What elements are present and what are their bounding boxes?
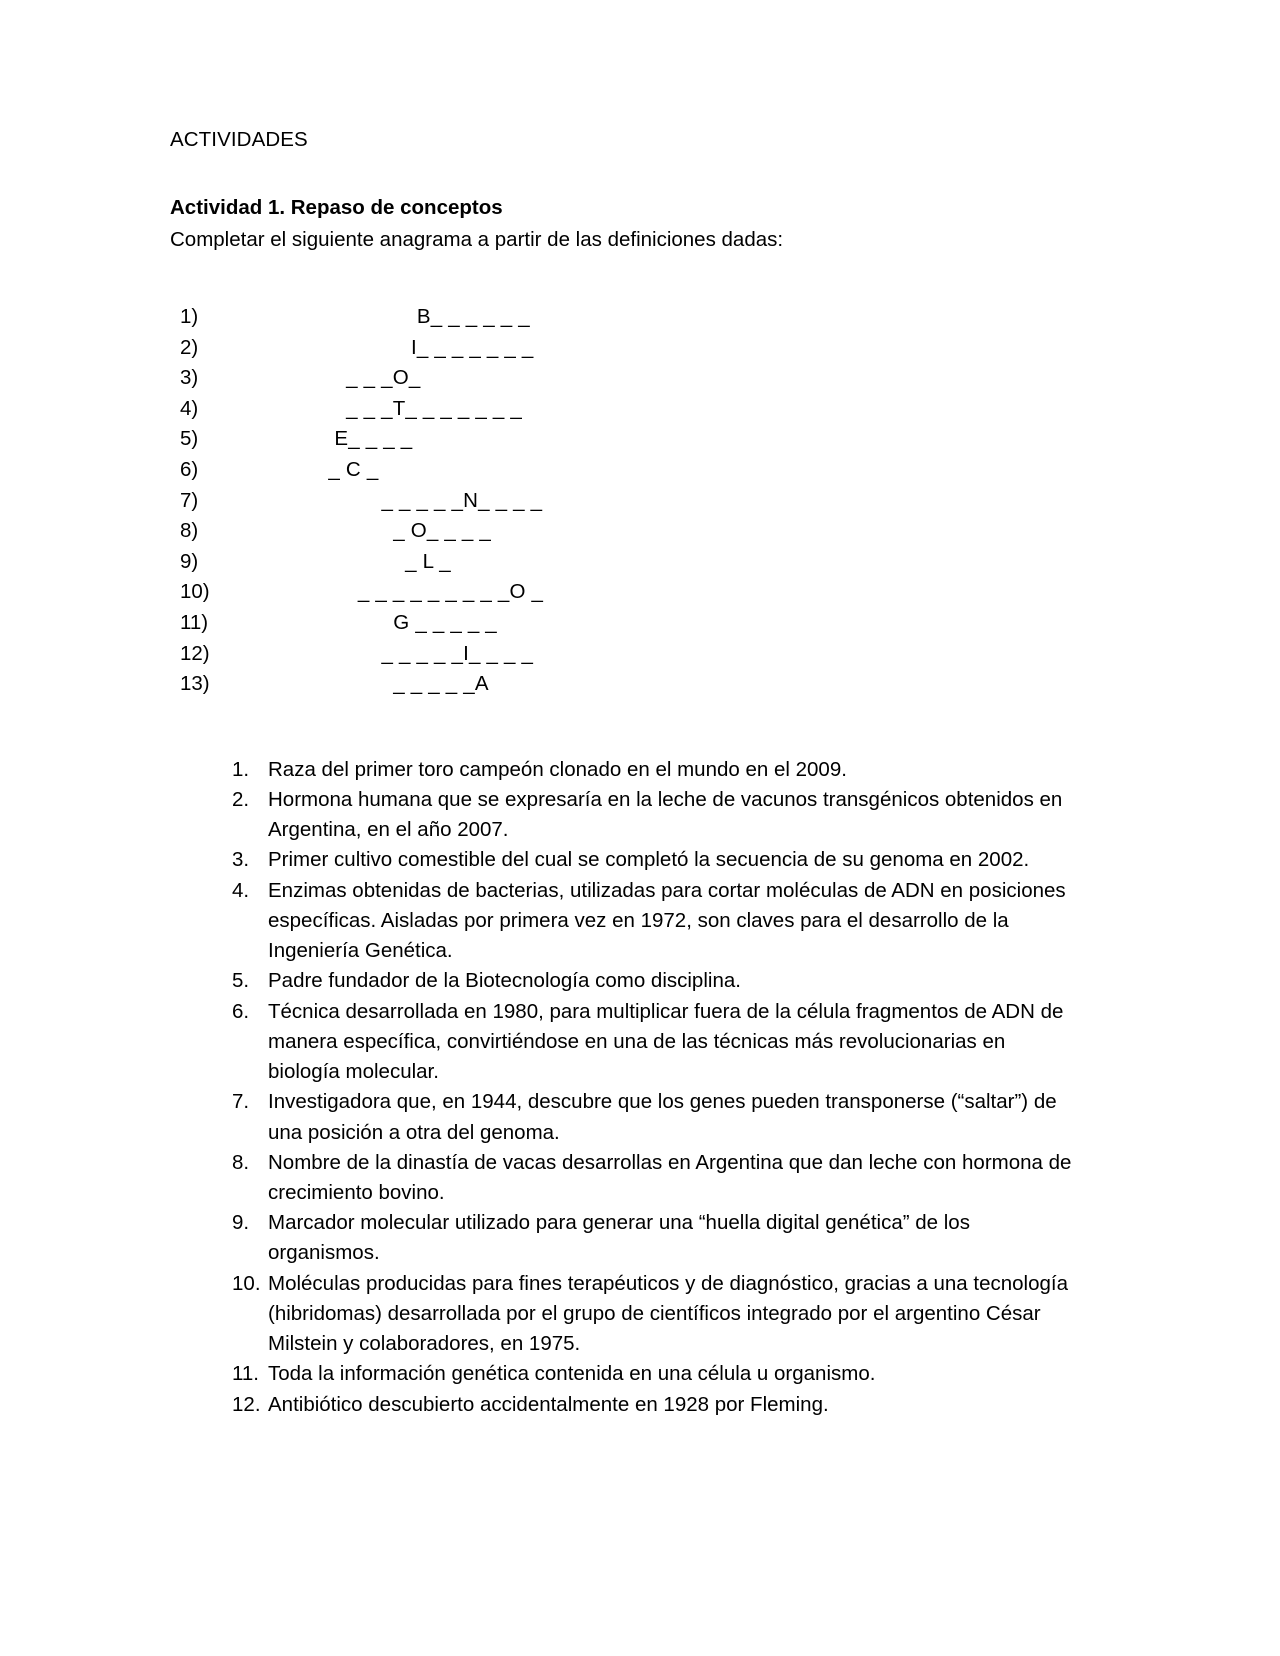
anagram-row-slots: _ _ _ _ _N_ _ _ _ <box>240 488 543 512</box>
anagram-row-slots: _ L _ <box>240 549 451 573</box>
page-title: ACTIVIDADES <box>170 128 308 151</box>
anagram-row-index: 11) <box>180 610 209 634</box>
anagram-row <box>180 489 1110 520</box>
anagram-row-slots: E_ _ _ _ <box>240 427 413 451</box>
definition-item: Moléculas producidas para fines terapéuticos y de diagnóstico, gracias a una tecnología (hibridomas) desarrollada por el grupo de científicos integrado por el argentino César Milstein y colaboradores, en 1975. <box>268 1271 1068 1356</box>
anagram-row-index: 8) <box>180 519 199 543</box>
definitions-list <box>170 755 1110 1420</box>
anagram-row-slots: _ _ _T_ _ _ _ _ _ _ <box>240 396 523 420</box>
anagram-row-index: 7) <box>180 488 199 512</box>
anagram-row-index: 13) <box>180 672 210 696</box>
anagram-row-index: 2) <box>180 335 199 359</box>
definition-item: Hormona humana que se expresaría en la leche de vacunos transgénicos obtenidos en Argentina, en el año 2007. <box>268 787 1063 842</box>
anagram-row <box>180 672 1110 703</box>
anagram-row <box>180 366 1110 397</box>
anagram-row <box>180 580 1110 611</box>
anagram-row-slots: _ _ _ _ _A <box>240 672 489 696</box>
anagram-row-slots: B_ _ _ _ _ _ <box>240 304 530 328</box>
anagram-row <box>180 336 1110 367</box>
anagram-row-index: 9) <box>180 549 199 573</box>
anagram-row <box>180 397 1110 428</box>
definition-item: Toda la información genética contenida en una célula u organismo. <box>268 1362 876 1386</box>
definition-item: Enzimas obtenidas de bacterias, utilizadas para cortar moléculas de ADN en posiciones específicas. Aisladas por primera vez en 1972, son claves para el desarrollo de la Ingeniería Genética. <box>268 878 1066 963</box>
definition-item: Antibiótico descubierto accidentalmente en 1928 por Fleming. <box>268 1392 829 1416</box>
anagram-row-slots: _ O_ _ _ _ <box>240 519 492 543</box>
anagram-row <box>180 611 1110 642</box>
anagram-row-index: 12) <box>180 641 210 665</box>
anagram-row <box>180 305 1110 336</box>
anagram-row <box>180 642 1110 673</box>
anagram-row-slots: _ _ _ _ _ _ _ _ _O _ <box>240 580 544 604</box>
anagram-row-slots: _ _ _ _ _I_ _ _ _ <box>240 641 534 665</box>
anagram-row <box>180 519 1110 550</box>
anagram-row <box>180 427 1110 458</box>
definition-item: Investigadora que, en 1944, descubre que los genes pueden transponerse (“saltar”) de una posición a otra del genoma. <box>268 1090 1057 1144</box>
definition-item: Nombre de la dinastía de vacas desarrollas en Argentina que dan leche con hormona de crecimiento bovino. <box>268 1150 1072 1204</box>
definition-item: Primer cultivo comestible del cual se completó la secuencia de su genoma en 2002. <box>268 848 1030 872</box>
anagram-row <box>180 550 1110 581</box>
definition-item: Raza del primer toro campeón clonado en el mundo en el 2009. <box>268 757 847 781</box>
anagram-row-index: 6) <box>180 457 199 481</box>
anagram-row-slots: _ C _ <box>240 457 379 481</box>
anagram-row-slots: I_ _ _ _ _ _ _ <box>240 335 534 359</box>
activity-instructions: Completar el siguiente anagrama a partir de las definiciones dadas: <box>170 227 784 251</box>
anagram-row-index: 5) <box>180 427 199 451</box>
anagram-row <box>180 458 1110 489</box>
anagram-row-index: 1) <box>180 304 199 328</box>
activity-heading: Actividad 1. Repaso de conceptos <box>170 195 503 219</box>
anagram-row-slots: G _ _ _ _ _ <box>240 610 497 634</box>
anagram-row-slots: _ _ _O_ <box>240 366 421 390</box>
anagram-row-index: 10) <box>180 580 210 604</box>
anagram-row-index: 3) <box>180 366 199 390</box>
definition-item: Padre fundador de la Biotecnología como disciplina. <box>268 969 741 993</box>
definition-item: Marcador molecular utilizado para generar una “huella digital genética” de los organismos. <box>268 1211 970 1265</box>
anagram-puzzle <box>170 305 1110 703</box>
anagram-row-index: 4) <box>180 396 199 420</box>
definition-item: Técnica desarrollada en 1980, para multiplicar fuera de la célula fragmentos de ADN de manera específica, convirtiéndose en una de las técnicas más revolucionarias en biología molecular. <box>268 999 1064 1084</box>
